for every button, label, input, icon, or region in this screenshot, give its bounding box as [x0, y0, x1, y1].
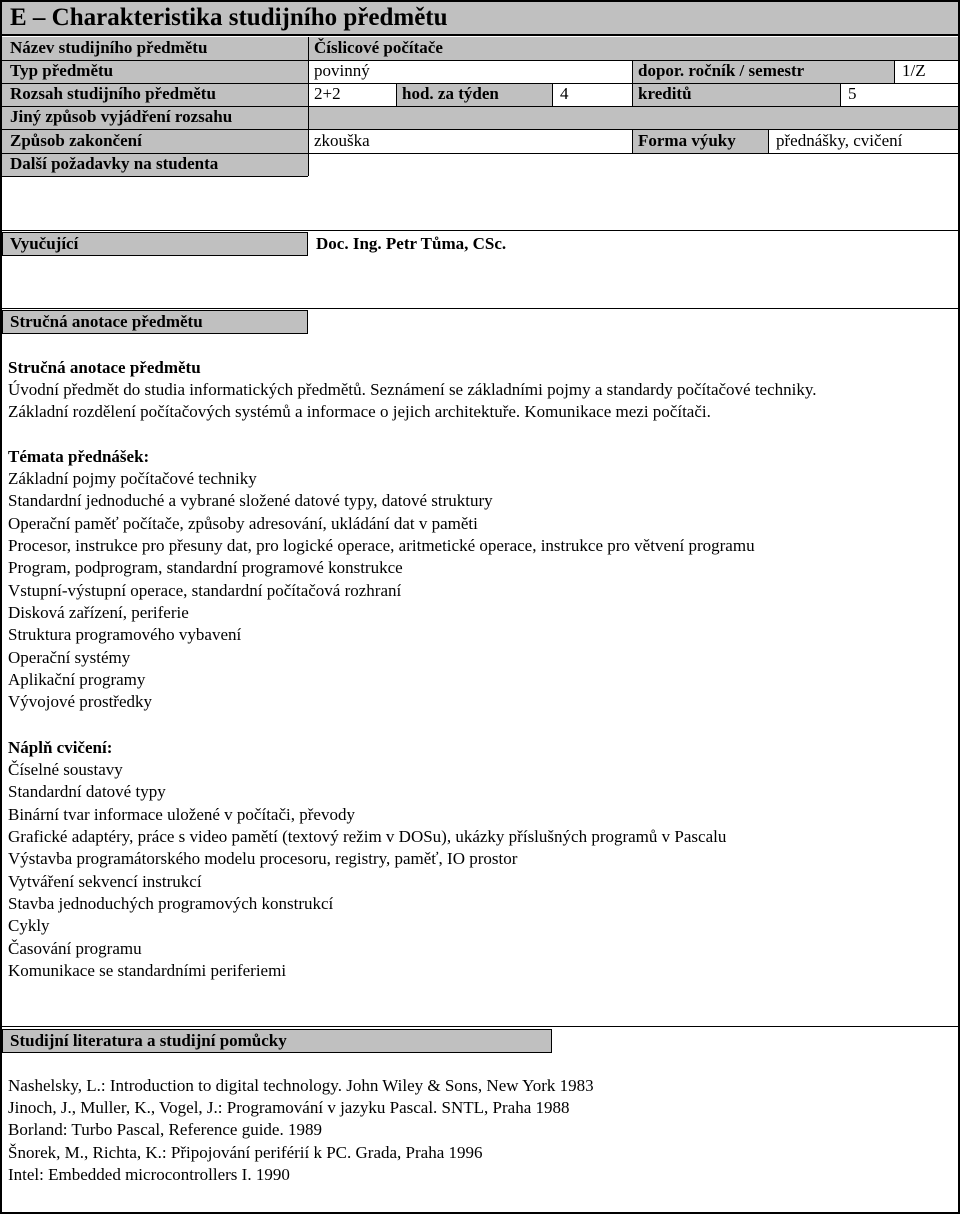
grid-line: [0, 129, 960, 130]
grid-line: [0, 153, 960, 154]
nazev-label: Název studijního předmětu: [10, 38, 208, 57]
forma-label: Forma výuky: [638, 131, 736, 150]
jiny-label: Jiný způsob vyjádření rozsahu: [10, 107, 233, 126]
temata-item: Operační systémy: [8, 648, 131, 667]
temata-item: Program, podprogram, standardní programové konstrukce: [8, 558, 403, 577]
grid-line: [552, 83, 553, 106]
literatura-item: Borland: Turbo Pascal, Reference guide. 1989: [8, 1120, 322, 1139]
literatura-item: Intel: Embedded microcontrollers I. 1990: [8, 1165, 290, 1184]
zakonceni-label: Způsob zakončení: [10, 131, 142, 150]
grid-line: [894, 60, 895, 83]
rozsah-value: 2+2: [314, 84, 341, 103]
temata-heading: Témata přednášek:: [8, 447, 150, 466]
anotace-label: Stručná anotace předmětu: [2, 310, 308, 334]
temata-item: Základní pojmy počítačové techniky: [8, 469, 257, 488]
temata-item: Disková zařízení, periferie: [8, 603, 189, 622]
zakonceni-value: zkouška: [314, 131, 370, 150]
cviceni-item: Vytváření sekvencí instrukcí: [8, 872, 202, 891]
grid-line: [0, 176, 308, 177]
cviceni-item: Číselné soustavy: [8, 760, 123, 779]
cviceni-item: Standardní datové typy: [8, 782, 166, 801]
literatura-item: Nashelsky, L.: Introduction to digital technology. John Wiley & Sons, New York 1983: [8, 1076, 594, 1095]
hod-label: hod. za týden: [402, 84, 499, 103]
section-separator: [0, 230, 960, 231]
vyucujici-value: Doc. Ing. Petr Tůma, CSc.: [316, 234, 507, 253]
cviceni-heading: Náplň cvičení:: [8, 738, 113, 757]
temata-item: Struktura programového vybavení: [8, 625, 242, 644]
grid-line: [632, 129, 633, 153]
cviceni-item: Výstavba programátorského modelu procesoru, registry, paměť, IO prostor: [8, 849, 518, 868]
rocnik-label: dopor. ročník / semestr: [638, 61, 805, 80]
pozadavky-label: Další požadavky na studenta: [10, 154, 219, 173]
temata-item: Standardní jednoduché a vybrané složené datové typy, datové struktury: [8, 491, 493, 510]
temata-item: Vstupní-výstupní operace, standardní počítačová rozhraní: [8, 581, 402, 600]
kredity-label: kreditů: [638, 84, 692, 103]
literatura-item: Šnorek, M., Richta, K.: Připojování periférií k PC. Grada, Praha 1996: [8, 1143, 483, 1162]
hod-value: 4: [560, 84, 569, 103]
temata-item: Procesor, instrukce pro přesuny dat, pro logické operace, aritmetické operace, instrukce pro větvení programu: [8, 536, 755, 555]
forma-value: přednášky, cvičení: [776, 131, 903, 150]
temata-item: Vývojové prostředky: [8, 692, 153, 711]
section-separator: [0, 1026, 960, 1027]
grid-line: [308, 37, 309, 176]
section-separator: [0, 308, 960, 309]
literatura-item: Jinoch, J., Muller, K., Vogel, J.: Programování v jazyku Pascal. SNTL, Praha 1988: [8, 1098, 570, 1117]
cviceni-item: Komunikace se standardními periferiemi: [8, 961, 287, 980]
rozsah-label: Rozsah studijního předmětu: [10, 84, 216, 103]
grid-line: [396, 83, 397, 106]
anotace-heading: Stručná anotace předmětu: [8, 358, 201, 377]
vyucujici-label: Vyučující: [2, 232, 308, 256]
typ-label: Typ předmětu: [10, 61, 114, 80]
page-title: E – Charakteristika studijního předmětu: [0, 0, 960, 36]
cviceni-item: Cykly: [8, 916, 50, 935]
literatura-label: Studijní literatura a studijní pomůcky: [2, 1029, 552, 1053]
temata-item: Operační paměť počítače, způsoby adresování, ukládání dat v paměti: [8, 514, 478, 533]
grid-line: [0, 106, 960, 107]
cviceni-item: Binární tvar informace uložené v počítači, převody: [8, 805, 355, 824]
cviceni-item: Časování programu: [8, 939, 142, 958]
grid-line: [768, 129, 769, 153]
grid-line: [0, 60, 960, 61]
cviceni-item: Grafické adaptéry, práce s video pamětí (textový režim v DOSu), ukázky příslušných programů v Pascalu: [8, 827, 727, 846]
anotace-line: Základní rozdělení počítačových systémů a informace o jejich architektuře. Komunikace mezi počítači.: [8, 402, 711, 421]
grid-line: [0, 83, 960, 84]
temata-item: Aplikační programy: [8, 670, 146, 689]
grid-line: [840, 83, 841, 106]
grid-line: [632, 60, 633, 106]
cviceni-item: Stavba jednoduchých programových konstrukcí: [8, 894, 334, 913]
nazev-value: Číslicové počítače: [314, 38, 443, 57]
anotace-line: Úvodní předmět do studia informatických předmětů. Seznámení se základními pojmy a standardy počítačové techniky.: [8, 380, 817, 399]
rocnik-value: 1/Z: [902, 61, 926, 80]
typ-value: povinný: [314, 61, 370, 80]
kredity-value: 5: [848, 84, 857, 103]
